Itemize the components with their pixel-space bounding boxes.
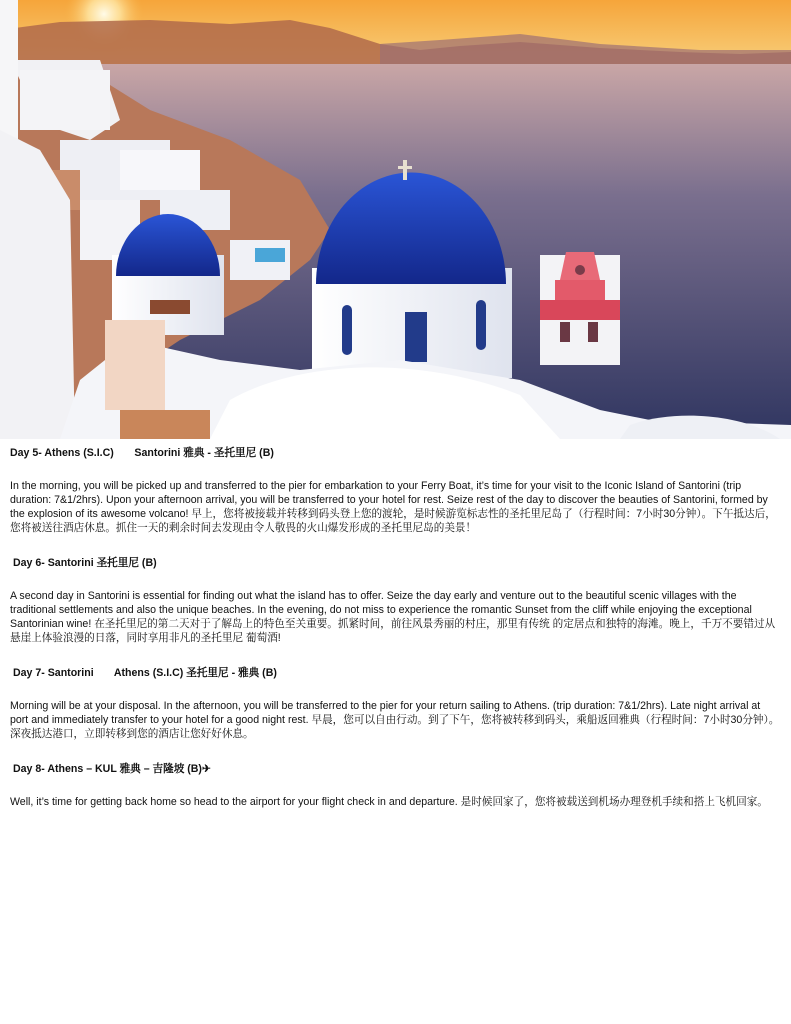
airplane-icon: ✈	[201, 763, 211, 775]
day-6-heading-en: Day 6- Santorini	[13, 557, 97, 569]
day-5-heading-zh: 雅典 - 圣托里尼 (B)	[183, 447, 274, 459]
santorini-illustration	[0, 0, 791, 439]
santorini-photo	[0, 0, 791, 439]
day-8-heading-zh: 雅典 – 吉隆坡 (B)	[119, 763, 202, 775]
day-5-body: In the morning, you will be picked up and transferred to the pier for embarkation to your Ferry Boat, it’s time for your visit to the Iconic Island of Santorini (trip duration: 7&1/2hrs). Upon your afternoon arrival, you will be transferred to your hotel for rest. Seize rest of the day to discover the beauties of Santorini, formed by the explosion of its awesome volcano! 早上，您将被接载并转移到码头登上您的渡轮，是时候游览标志性的圣托里尼岛了（行程时间：7小时30分钟）。下午抵达后，您将被送往酒店休息。抓住一天的剩余时间去发现由令人敬畏的火山爆发形成的圣托里尼岛的美景！	[10, 480, 776, 534]
day-8-heading	[10, 762, 780, 776]
day-7-heading-zh: 圣托里尼 - 雅典 (B)	[186, 667, 277, 679]
day-6-heading	[10, 556, 780, 570]
day-7-heading-en: Day 7- Santorini Athens (S.I.C)	[13, 667, 187, 679]
day-7-body: Morning will be at your disposal. In the afternoon, you will be transferred to the pier for your return sailing to Athens. (trip duration: 7&1/2hrs). Late night arrival at port and immediately transfer to your hotel for a good night rest. 早晨，您可以自由行动。到了下午，您将被转移到码头，乘船返回雅典（行程时间：7小时30分钟）。深夜抵达港口，立即转移到您的酒店让您好好休息。	[10, 700, 780, 740]
day-5-heading-en: Day 5- Athens (S.I.C) Santorini	[10, 447, 184, 459]
day-8-heading-en: Day 8- Athens – KUL	[13, 763, 120, 775]
day-5-heading	[10, 446, 780, 460]
day-6-heading-zh: 圣托里尼 (B)	[96, 557, 157, 569]
day-6-body: A second day in Santorini is essential for finding out what the island has to offer. Seize the day early and venture out to the beautiful scenic villages with the traditional settlements and also the unique beaches. In the evening, do not miss to experience the romantic Sunset from the cliff while enjoying the exceptional Santorinian wine! 在圣托里尼的第二天对于了解岛上的特色至关重要。抓紧时间，前往风景秀丽的村庄，那里有传统 的定居点和独特的海滩。晚上，千万不要错过从悬崖上体验浪漫的日落，同时享用非凡的圣托里尼 葡萄酒!	[10, 590, 776, 644]
itinerary-document	[10, 446, 780, 809]
day-8-body: Well, it’s time for getting back home so head to the airport for your flight check in and departure. 是时候回家了，您将被载送到机场办理登机手续和搭上飞机回家。	[10, 796, 768, 808]
day-7-heading	[10, 666, 780, 680]
